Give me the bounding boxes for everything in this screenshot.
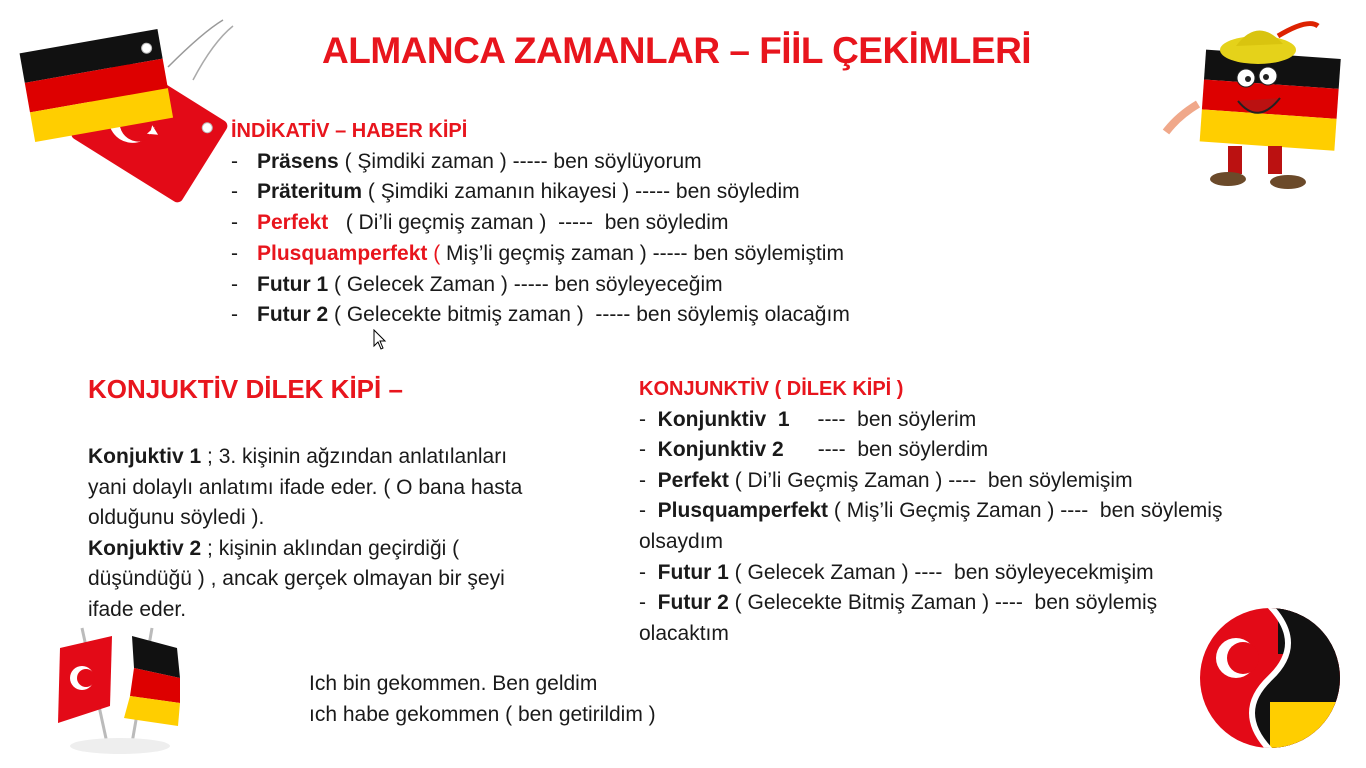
example-line: ıch habe gekommen ( ben getirildim ) <box>309 703 656 726</box>
list-item: - Konjunktiv 2 ---- ben söylerdim <box>639 438 989 462</box>
list-item: - Perfekt ( Di’li geçmiş zaman ) ----- ben söyledim <box>231 211 729 235</box>
konjunktiv-heading: KONJUNKTİV ( DİLEK KİPİ ) <box>639 378 904 400</box>
konjuktiv-description: Konjuktiv 1 ; 3. kişinin ağzından anlatılanları yani dolaylı anlatımı ifade eder. ( O bana hasta olduğunu söyledi ). Konjuktiv 2 ; kişinin aklından geçirdiği ( düşündüğü ) , ancak gerçek olmayan bir şeyi ifade eder. <box>88 445 523 621</box>
list-item: - Präteritum ( Şimdiki zamanın hikayesi ) ----- ben söyledim <box>231 180 800 204</box>
mouse-cursor-icon <box>373 329 389 351</box>
list-item: - Futur 2 ( Gelecekte bitmiş zaman ) ----- ben söylemiş olacağım <box>231 303 850 327</box>
list-item: - Futur 2 ( Gelecekte Bitmiş Zaman ) ---- ben söylemiş <box>639 591 1158 615</box>
list-item: - Plusquamperfekt ( Miş’li Geçmiş Zaman ) ---- ben söylemiş <box>639 499 1223 523</box>
list-item: - Präsens ( Şimdiki zaman ) ----- ben söylüyorum <box>231 149 702 173</box>
indikativ-section <box>231 116 850 331</box>
list-item: - Futur 1 ( Gelecek Zaman ) ---- ben söyleyecekmişim <box>639 560 1154 584</box>
desk-flags-icon <box>52 618 192 758</box>
example-sentences <box>309 668 656 730</box>
example-line: Ich bin gekommen. Ben geldim <box>309 672 598 695</box>
german-turkish-tags-icon <box>18 12 238 212</box>
konjunktiv-section: KONJUNKTİV ( DİLEK KİPİ ) - Konjunktiv 1 ---- ben söylerim - Konjunktiv 2 ---- ben söylerdim - Perfekt ( Di’li Geçmiş Zaman ) ---- ben söylemişim - Plusquamperfekt ( Miş’li Geçmiş Zaman ) ---- ben söylemiş olsaydım - Futur 1 ( Gelecek Zaman ) ---- ben söyleyecekmişim - Futur 2 ( Gelecekte Bitmiş Zaman ) ---- ben söylemiş olacaktım <box>639 374 1222 649</box>
list-item: - Perfekt ( Di’li Geçmiş Zaman ) ---- ben söylemişim <box>639 468 1133 492</box>
konjuktiv-title: KONJUKTİV DİLEK KİPİ – <box>88 374 403 404</box>
page-title: ALMANCA ZAMANLAR – FİİL ÇEKİMLERİ <box>322 30 1032 71</box>
list-item: - Plusquamperfekt ( Miş’li geçmiş zaman ) ----- ben söylemiştim <box>231 241 844 265</box>
list-item: - Futur 1 ( Gelecek Zaman ) ----- ben söyleyeceğim <box>231 272 723 296</box>
indikativ-heading: İNDİKATİV – HABER KİPİ <box>231 120 468 142</box>
cartoon-flag-character-icon <box>1158 16 1348 196</box>
list-item: - Konjunktiv 1 ---- ben söylerim <box>639 407 977 431</box>
